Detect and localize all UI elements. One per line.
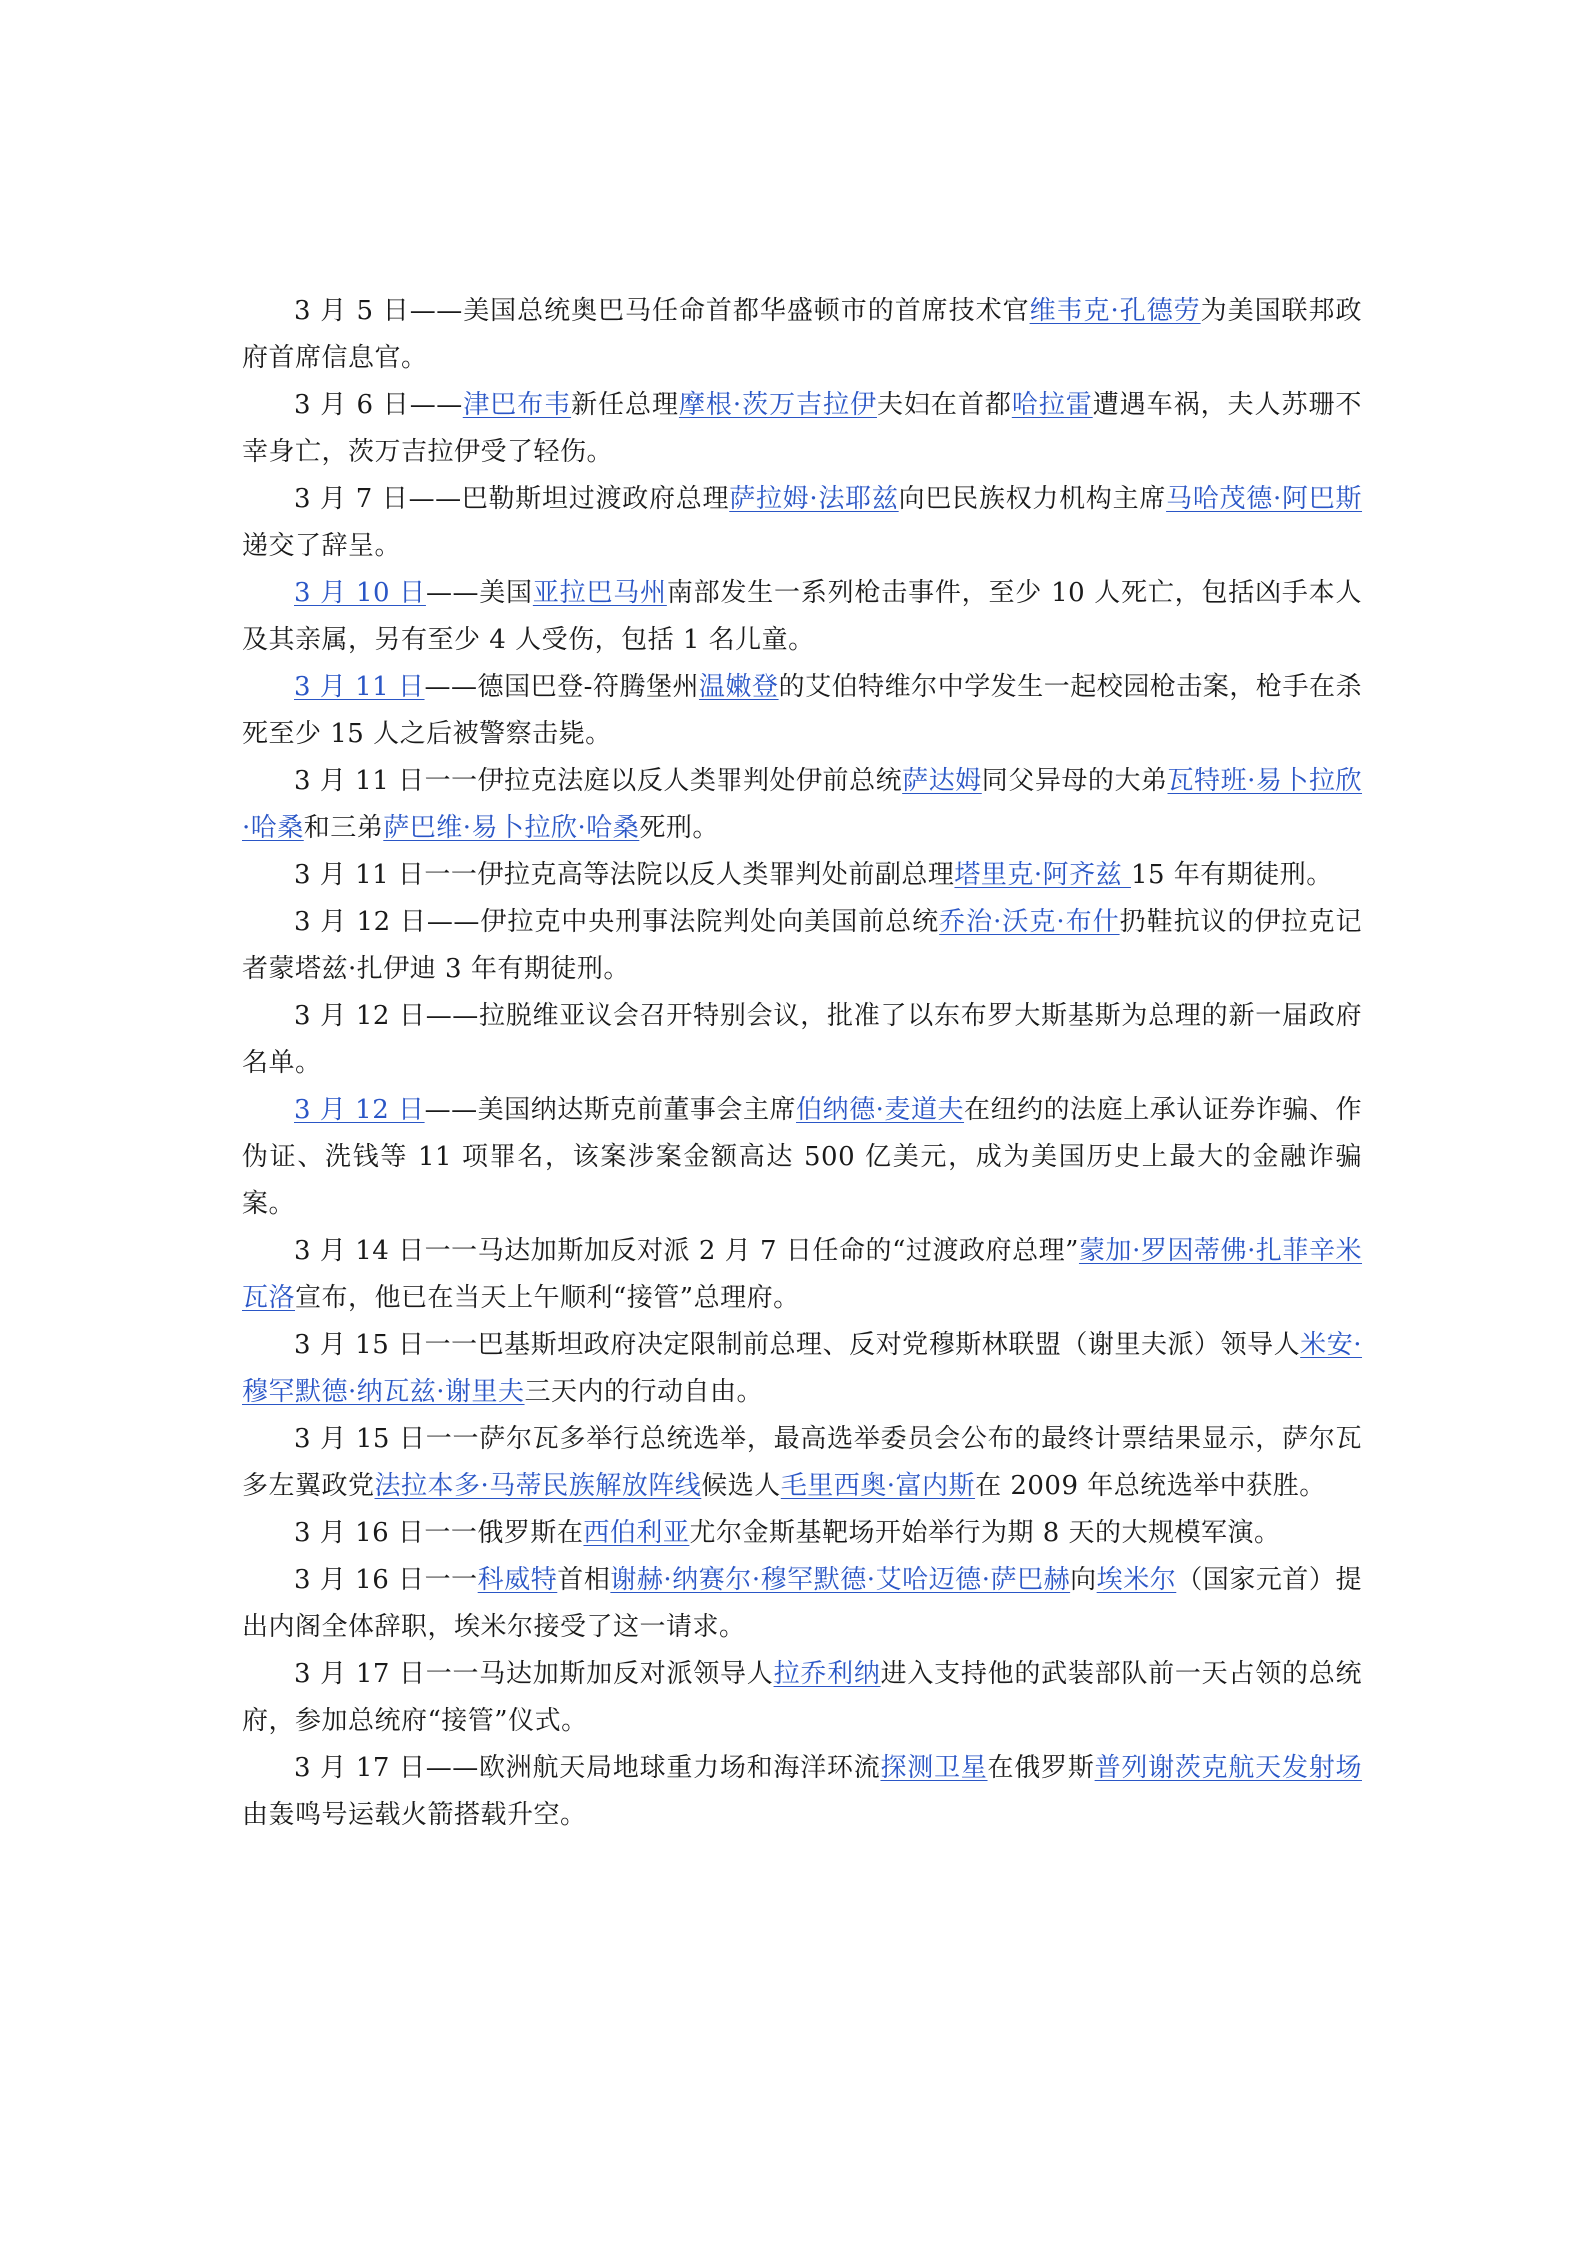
entry-link[interactable]: 伯纳德·麦道夫 — [796, 1095, 965, 1125]
entry-text: 在俄罗斯 — [987, 1753, 1095, 1783]
entry-text: 3 月 11 日一一伊拉克法庭以反人类罪判处伊前总统 — [294, 766, 903, 796]
entry-text: 递交了辞呈。 — [242, 531, 402, 561]
entry-text: 3 月 5 日——美国总统奥巴马任命首都华盛顿市的首席技术官 — [294, 296, 1030, 326]
event-entry — [242, 1322, 1362, 1416]
entry-text: 3 月 14 日一一马达加斯加反对派 2 月 7 日任命的“过渡政府总理” — [294, 1236, 1079, 1266]
entry-text: 3 月 6 日—— — [294, 390, 463, 420]
entry-text: 3 月 12 日——伊拉克中央刑事法院判处向美国前总统 — [294, 907, 940, 937]
entry-link[interactable]: 瓦特班·易卜拉欣·哈桑 — [242, 766, 1363, 843]
entry-link[interactable]: 哈拉雷 — [1011, 390, 1093, 420]
event-entry — [242, 1557, 1362, 1651]
entry-link[interactable]: 马哈茂德·阿巴斯 — [1166, 484, 1363, 514]
entry-text: 死刑。 — [639, 813, 719, 843]
entry-text: 新任总理 — [571, 390, 679, 420]
entry-text: 在 2009 年总统选举中获胜。 — [975, 1471, 1326, 1501]
entry-text: 由轰鸣号运载火箭搭载升空。 — [242, 1800, 587, 1830]
entry-text: 宣布，他已在当天上午顺利“接管”总理府。 — [295, 1283, 800, 1313]
entry-text: 3 月 17 日——欧洲航天局地球重力场和海洋环流 — [294, 1753, 881, 1783]
entry-text: 和三弟 — [303, 813, 384, 843]
entry-text: 夫妇在首都 — [876, 390, 1012, 420]
entry-text: 为美国联邦政府首席信息官。 — [242, 296, 1362, 373]
entry-link[interactable]: 津巴布韦 — [462, 390, 572, 420]
entry-link[interactable]: 蒙加·罗因蒂佛·扎菲辛米瓦洛 — [242, 1236, 1363, 1313]
event-entry — [242, 570, 1362, 664]
entry-text: 3 月 7 日——巴勒斯坦过渡政府总理 — [294, 484, 730, 514]
entry-link[interactable]: 萨拉姆·法耶兹 — [729, 484, 899, 514]
entry-text: 遭遇车祸，夫人苏珊不幸身亡，茨万吉拉伊受了轻伤。 — [242, 390, 1362, 467]
entry-text: 15 年有期徒刑。 — [1130, 860, 1333, 890]
entry-text: 3 月 17 日一一马达加斯加反对派领导人 — [294, 1659, 774, 1689]
entry-link[interactable]: 普列谢茨克航天发射场 — [1094, 1753, 1362, 1783]
event-entry — [242, 1651, 1362, 1745]
entry-link[interactable]: 毛里西奥·富内斯 — [780, 1471, 976, 1501]
entry-text: 3 月 15 日一一萨尔瓦多举行总统选举，最高选举委员会公布的最终计票结果显示，萨尔瓦多左翼政党 — [242, 1424, 1362, 1501]
entry-text: 3 月 15 日一一巴基斯坦政府决定限制前总理、反对党穆斯林联盟（谢里夫派）领导人 — [294, 1330, 1301, 1360]
entry-text: 3 月 12 日——拉脱维亚议会召开特别会议，批准了以东布罗大斯基斯为总理的新一届政府名单。 — [242, 1001, 1362, 1078]
entry-link[interactable]: 米安·穆罕默德·纳瓦兹·谢里夫 — [242, 1330, 1363, 1407]
entry-text: 尤尔金斯基靶场开始举行为期 8 天的大规模军演。 — [689, 1518, 1281, 1548]
entry-link[interactable]: 温嫩登 — [699, 672, 779, 702]
event-entry — [242, 1228, 1362, 1322]
entry-link[interactable]: 拉乔利纳 — [773, 1659, 881, 1689]
event-entry — [242, 1087, 1362, 1228]
entry-link[interactable]: 科威特 — [477, 1565, 558, 1595]
entry-text: 3 月 11 日一一伊拉克高等法院以反人类罪判处前副总理 — [294, 860, 955, 890]
entry-text: ——美国纳达斯克前董事会主席 — [424, 1095, 797, 1125]
entry-text: 南部发生一系列枪击事件，至少 10 人死亡，包括凶手本人及其亲属，另有至少 4 人受伤，包括 1 名儿童。 — [242, 578, 1362, 655]
document-body — [242, 288, 1362, 1839]
entry-link[interactable]: 萨达姆 — [902, 766, 982, 796]
entry-text: ——美国 — [425, 578, 533, 608]
entry-text: 在纽约的法庭上承认证券诈骗、作伪证、洗钱等 11 项罪名，该案涉案金额高达 500 亿美元，成为美国历史上最大的金融诈骗案。 — [242, 1095, 1362, 1219]
entry-text: 的艾伯特维尔中学发生一起校园枪击案，枪手在杀死至少 15 人之后被警察击毙。 — [242, 672, 1362, 749]
entry-link[interactable]: 西伯利亚 — [583, 1518, 690, 1548]
entry-text: 进入支持他的武装部队前一天占领的总统府，参加总统府“接管”仪式。 — [242, 1659, 1362, 1736]
entry-text: 首相 — [557, 1565, 611, 1595]
entry-link[interactable]: 埃米尔 — [1096, 1565, 1177, 1595]
event-entry — [242, 1745, 1362, 1839]
entry-text: 同父异母的大弟 — [981, 766, 1168, 796]
entry-link[interactable]: 乔治·沃克·布什 — [939, 907, 1120, 937]
entry-text: （国家元首）提出内阁全体辞职，埃米尔接受了这一请求。 — [242, 1565, 1362, 1642]
entry-text: ——德国巴登-符腾堡州 — [424, 672, 700, 702]
entry-text: 三天内的行动自由。 — [524, 1377, 764, 1407]
entry-text: 3 月 16 日一一俄罗斯在 — [294, 1518, 584, 1548]
event-entry — [242, 993, 1362, 1087]
event-entry — [242, 288, 1362, 382]
event-entry — [242, 476, 1362, 570]
entry-text: 向巴民族权力机构主席 — [898, 484, 1167, 514]
entry-link[interactable]: 法拉本多·马蒂民族解放阵线 — [374, 1471, 702, 1501]
entry-link[interactable]: 萨巴维·易卜拉欣·哈桑 — [383, 813, 640, 843]
event-entry — [242, 664, 1362, 758]
entry-text: 扔鞋抗议的伊拉克记者蒙塔兹·扎伊迪 3 年有期徒刑。 — [242, 907, 1362, 984]
event-entry — [242, 899, 1362, 993]
event-entry — [242, 852, 1362, 899]
event-entry — [242, 1416, 1362, 1510]
entry-link[interactable]: 维韦克·孔德劳 — [1029, 296, 1201, 326]
event-entry — [242, 758, 1362, 852]
entry-link[interactable]: 亚拉巴马州 — [532, 578, 667, 608]
entry-link[interactable]: 谢赫·纳赛尔·穆罕默德·艾哈迈德·萨巴赫 — [610, 1565, 1071, 1595]
entry-text: 3 月 16 日一一 — [294, 1565, 478, 1595]
event-entry — [242, 1510, 1362, 1557]
entry-link[interactable]: 3 月 10 日 — [294, 578, 426, 608]
entry-link[interactable]: 塔里克·阿齐兹 — [954, 860, 1131, 890]
entry-text: 候选人 — [701, 1471, 781, 1501]
entry-text: 向 — [1070, 1565, 1097, 1595]
entry-link[interactable]: 3 月 12 日 — [294, 1095, 425, 1125]
entry-link[interactable]: 3 月 11 日 — [294, 672, 425, 702]
event-entry — [242, 382, 1362, 476]
entry-link[interactable]: 摩根·茨万吉拉伊 — [678, 390, 877, 420]
entry-link[interactable]: 探测卫星 — [880, 1753, 988, 1783]
